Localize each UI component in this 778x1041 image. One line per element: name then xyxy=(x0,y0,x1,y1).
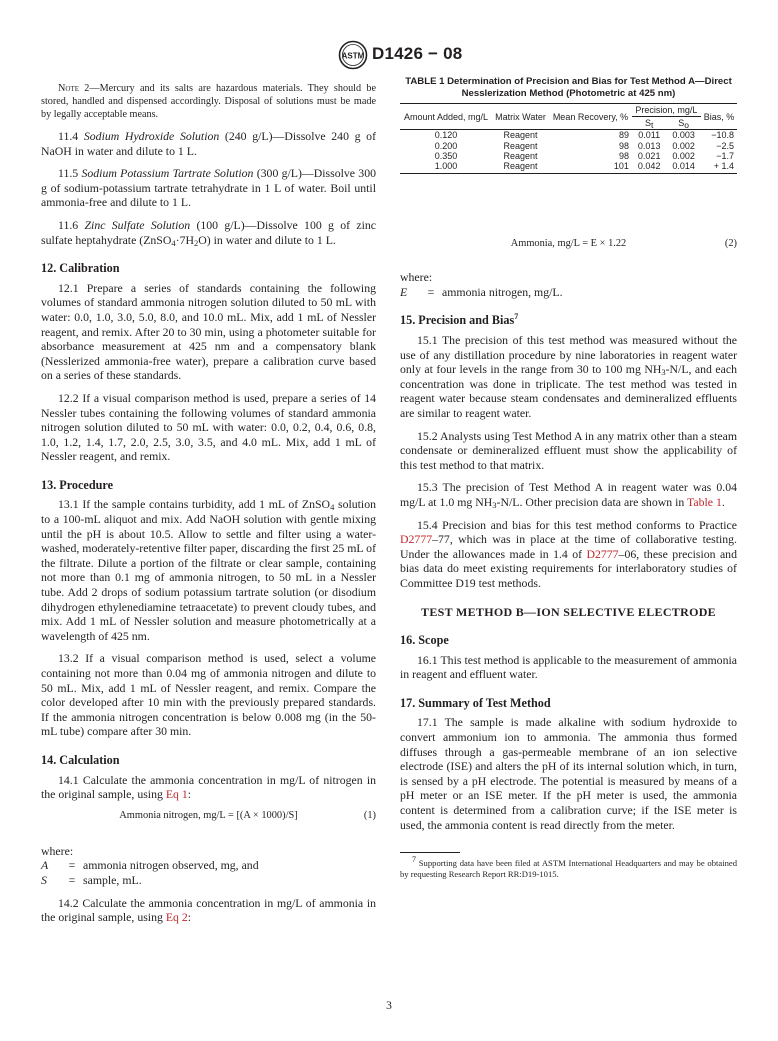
definition-row: A = ammonia nitrogen observed, mg, and xyxy=(41,858,259,873)
section-17-1: 17.1 The sample is made alkaline with sodium hydroxide to convert ammonium ion to ammonia. The ammonia thus formed diffuses through a gas-permeable membrane of an ion selective electrode (ISE) and alters the pH of its internal solution which, in turn, is sensed by a pH electrode. The potential is measured by means of a pH meter or an ISE meter. If the pH meter is used, the ammonia content is determined from a calibration curve; if the ISE meter is used, the ammonia content is read directly from the meter. xyxy=(400,715,737,832)
precision-bias-table xyxy=(400,103,737,174)
page-number: 3 xyxy=(386,1000,392,1012)
equation-1: Ammonia nitrogen, mg/L = [(A × 1000)/S] (1) xyxy=(119,809,376,821)
heading-12: 12. Calibration xyxy=(41,261,120,276)
definition-row: E = ammonia nitrogen, mg/L. xyxy=(400,284,563,299)
section-15-4: 15.4 Precision and bias for this test method conforms to Practice D2777–77, which was in place at the time of collaborative testing. Under the allowances made in 1.4 of D2777–06, these precision and bias data do meet existing requirements for interlaboratory studies of Committee D19 test methods. xyxy=(400,517,737,590)
heading-13: 13. Procedure xyxy=(41,477,113,492)
table-row: 0.200 Reagent 98 0.013 0.002 −2.5 xyxy=(434,140,734,151)
eq2-link[interactable]: Eq 2 xyxy=(165,910,188,925)
d2777-link[interactable]: D2777 xyxy=(400,532,433,547)
page-header xyxy=(0,40,778,70)
d2777-link[interactable]: D2777 xyxy=(586,546,619,561)
footnote-divider xyxy=(400,852,460,853)
heading-15: 15. Precision and Bias$^7$ xyxy=(400,312,519,328)
section-12-1: 12.1 Prepare a series of standards containing the following volumes of standard ammonia nitrogen solution diluted to 50 mL with water: 0.0, 1.0, 3.0, 5.0, 8.0, and 10.0 mL. Mix, add 1 mL of Nessler reagent, and remix. After 20 to 30 min, using a photometer suitable for absorbance measurement at 425 nm and a compensatory blank (Nesslerized ammonia-free water), prepare a calibration curve based on a series of these standards. xyxy=(41,280,376,383)
col-header-precision: Precision, mg/L xyxy=(632,104,701,117)
section-16-1: 16.1 This test method is applicable to the measurement of ammonia in reagent and effluent water. xyxy=(400,652,737,682)
table-row: 0.350 Reagent 98 0.021 0.002 −1.7 xyxy=(434,150,734,161)
svg-text:ASTM: ASTM xyxy=(341,51,365,61)
section-15-1: 15.1 The precision of this test method was measured without the use of any distillation procedure by nine laboratories in reagent water only at four levels in the range from 30 to 100 mg $NH_3-N/L$, and each concentration was done in triplicate. The test method was tested in reagent water because steam condensates and demineralized effluents are similar to reagent water. xyxy=(400,333,737,420)
section-14-1: 14.1 Calculate the ammonia concentration in mg/L of nitrogen in the original sample, using Eq 1: xyxy=(41,772,376,802)
variable-definitions xyxy=(41,858,376,887)
note-2: Note 2—Mercury and its salts are hazardous materials. They should be stored, handled and dispensed accordingly. Disposal of solutions must be made by legally acceptable means. xyxy=(41,83,377,120)
method-b-heading: TEST METHOD B—ION SELECTIVE ELECTRODE xyxy=(421,604,716,619)
section-12-2: 12.2 If a visual comparison method is used, prepare a series of 14 Nessler tubes containing the following volumes of standard ammonia nitrogen solution diluted to 50 mL with water: 0.0, 0.2, 0.4, 0.6, 0.8, 1.0, 1.2, 1.4, 1.7, 2.0, 2.5, 3.0, 3.5, and 4.0 mL. Mix, add 1 mL of Nessler reagent, and remix. xyxy=(41,390,376,464)
definition-row: S = sample, mL. xyxy=(41,872,142,887)
where-label: where: xyxy=(41,843,74,858)
section-15-3: 15.3 The precision of Test Method A in reagent water was 0.04 mg/L at 1.0 mg $NH_3-N/L$. Other precision data are shown in Table 1. xyxy=(400,480,737,510)
col-header-matrix: Matrix Water xyxy=(492,104,549,130)
section-11-4: 11.4 Sodium Hydroxide Solution (240 g/L)—Dissolve 240 g of NaOH in water and dilute to 1 L. xyxy=(41,129,377,158)
col-header-mean: Mean Recovery, % xyxy=(549,104,632,130)
footnote-7: $^7$ Supporting data have been filed at ASTM International Headquarters and may be obtained by requesting Research Report RR:D19-1015. xyxy=(400,855,737,880)
section-13-1: 13.1 If the sample contains turbidity, add 1 mL of ZnSO$_4$ solution to a 100-mL aliquot and mix. Add NaOH solution with gentle mixing until the pH is about 10.5. Allow to settle and filter using a water-washed, moderately-retentive filter paper, discarding the first 25 mL of the filtrate. Dilute a portion of the filtrate or clear sample, containing not more than 0.1 mg of ammonia nitrogen, to 50 mL in a Nessler tube. Add 2 drops of sodium potassium tartrate solution (or disodium dihydrogen ethylenediamine tetraacetate) to prevent cloudy tubes, and mix. Add 1 mL of Nessler solution and measure photometrically at a wavelength of 425 nm. xyxy=(41,497,377,643)
document-designation: D1426 − 08 xyxy=(372,44,463,63)
heading-16: 16. Scope xyxy=(400,633,449,648)
table-row: 1.000 Reagent 101 0.042 0.014 + 1.4 xyxy=(400,161,737,174)
where-label: where: xyxy=(400,270,433,285)
table-row: 0.120 Reagent 89 0.011 0.003 −10.8 xyxy=(434,130,734,141)
eq1-link[interactable]: Eq 1 xyxy=(165,787,188,802)
section-13-2: 13.2 If a visual comparison method is used, select a volume containing not more than 0.04 mg of ammonia nitrogen and dilute to 50 mL. Mix, add 1 mL of Nessler reagent, and remix. Compare the color developed after 10 min with the previously prepared standards. If the ammonia nitrogen concentration is below 0.008 mg (in the 50-mL tube) compare after 30 min. xyxy=(41,651,376,739)
col-header-bias: Bias, % xyxy=(701,104,737,130)
col-header-so: $S_o$ xyxy=(666,117,700,130)
heading-17: 17. Summary of Test Method xyxy=(400,695,551,710)
section-14-2: 14.2 Calculate the ammonia concentration in mg/L of ammonia in the original sample, using Eq 2: xyxy=(41,895,376,925)
left-column xyxy=(41,82,376,925)
right-column xyxy=(400,76,737,880)
section-11-5: 11.5 Sodium Potassium Tartrate Solution (300 g/L)—Dissolve 300 g of sodium-potassium tartrate tetrahydrate in 1 L of water. Boil until ammonia-free and dilute to 1 L. xyxy=(41,166,376,210)
table-1-link[interactable]: Table 1 xyxy=(687,494,722,509)
astm-logo-icon xyxy=(338,40,368,70)
section-11-6: 11.6 Zinc Sulfate Solution (100 g/L)—Dissolve 100 g of zinc sulfate heptahydrate $(ZnSO_4\cdot 7H_2O)$ in water and dilute to 1 L. xyxy=(41,217,376,248)
section-15-2: 15.2 Analysts using Test Method A in any matrix other than a steam condensate or demineralized effluent must show the applicability of this test method to that matrix. xyxy=(400,428,737,472)
col-header-amount: Amount Added, mg/L xyxy=(400,104,492,130)
equation-2: Ammonia, mg/L = E × 1.22 (2) xyxy=(510,238,737,250)
col-header-st: $S_t$ xyxy=(632,117,666,130)
heading-14: 14. Calculation xyxy=(41,752,120,767)
table-1-caption: TABLE 1 Determination of Precision and Bias for Test Method A—Direct Nesslerization Method (Photometric at 425 nm) xyxy=(405,76,732,99)
